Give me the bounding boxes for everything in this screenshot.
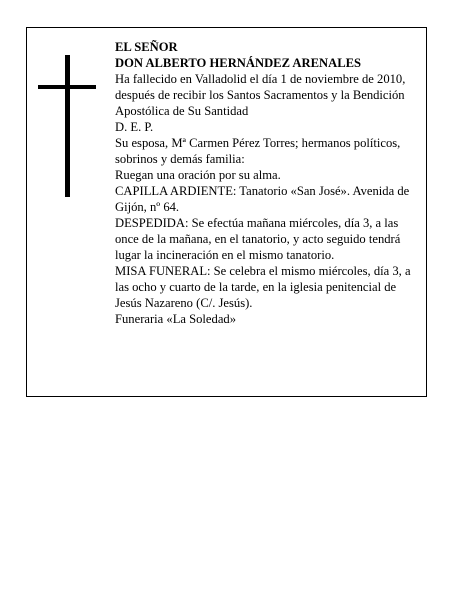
funeral-home: Funeraria «La Soledad» bbox=[115, 312, 236, 326]
prayer-request: Ruegan una oración por su alma. bbox=[115, 168, 281, 182]
funeral-chapel: CAPILLA ARDIENTE: Tanatorio «San José». Avenida de Gijón, nº 64. bbox=[115, 184, 410, 214]
cross-vertical-bar bbox=[65, 55, 70, 197]
latin-cross-icon bbox=[27, 28, 28, 29]
funeral-mass: MISA FUNERAL: Se celebra el mismo miércoles, día 3, a las ocho y cuarto de la tarde, en la iglesia penitencial de Jesús Nazareno (C/. Jesús). bbox=[115, 264, 411, 310]
deceased-name: DON ALBERTO HERNÁNDEZ ARENALES bbox=[115, 56, 362, 70]
family-mourners: Su esposa, Mª Carmen Pérez Torres; hermanos políticos, sobrinos y demás familia: bbox=[115, 136, 401, 166]
cross-horizontal-bar bbox=[38, 85, 96, 89]
obituary-notice bbox=[26, 27, 427, 397]
notice-title: EL SEÑOR bbox=[115, 40, 178, 54]
rest-in-peace: D. E. P. bbox=[115, 120, 154, 134]
death-announcement: Ha fallecido en Valladolid el día 1 de noviembre de 2010, después de recibir los Santos Sacramentos y la Bendición Apostólica de Su Santidad bbox=[115, 72, 406, 118]
farewell-details: DESPEDIDA: Se efectúa mañana miércoles, día 3, a las once de la mañana, en el tanatorio, y acto seguido tendrá lugar la incineración en el mismo tanatorio. bbox=[115, 216, 401, 262]
notice-text bbox=[115, 39, 423, 327]
